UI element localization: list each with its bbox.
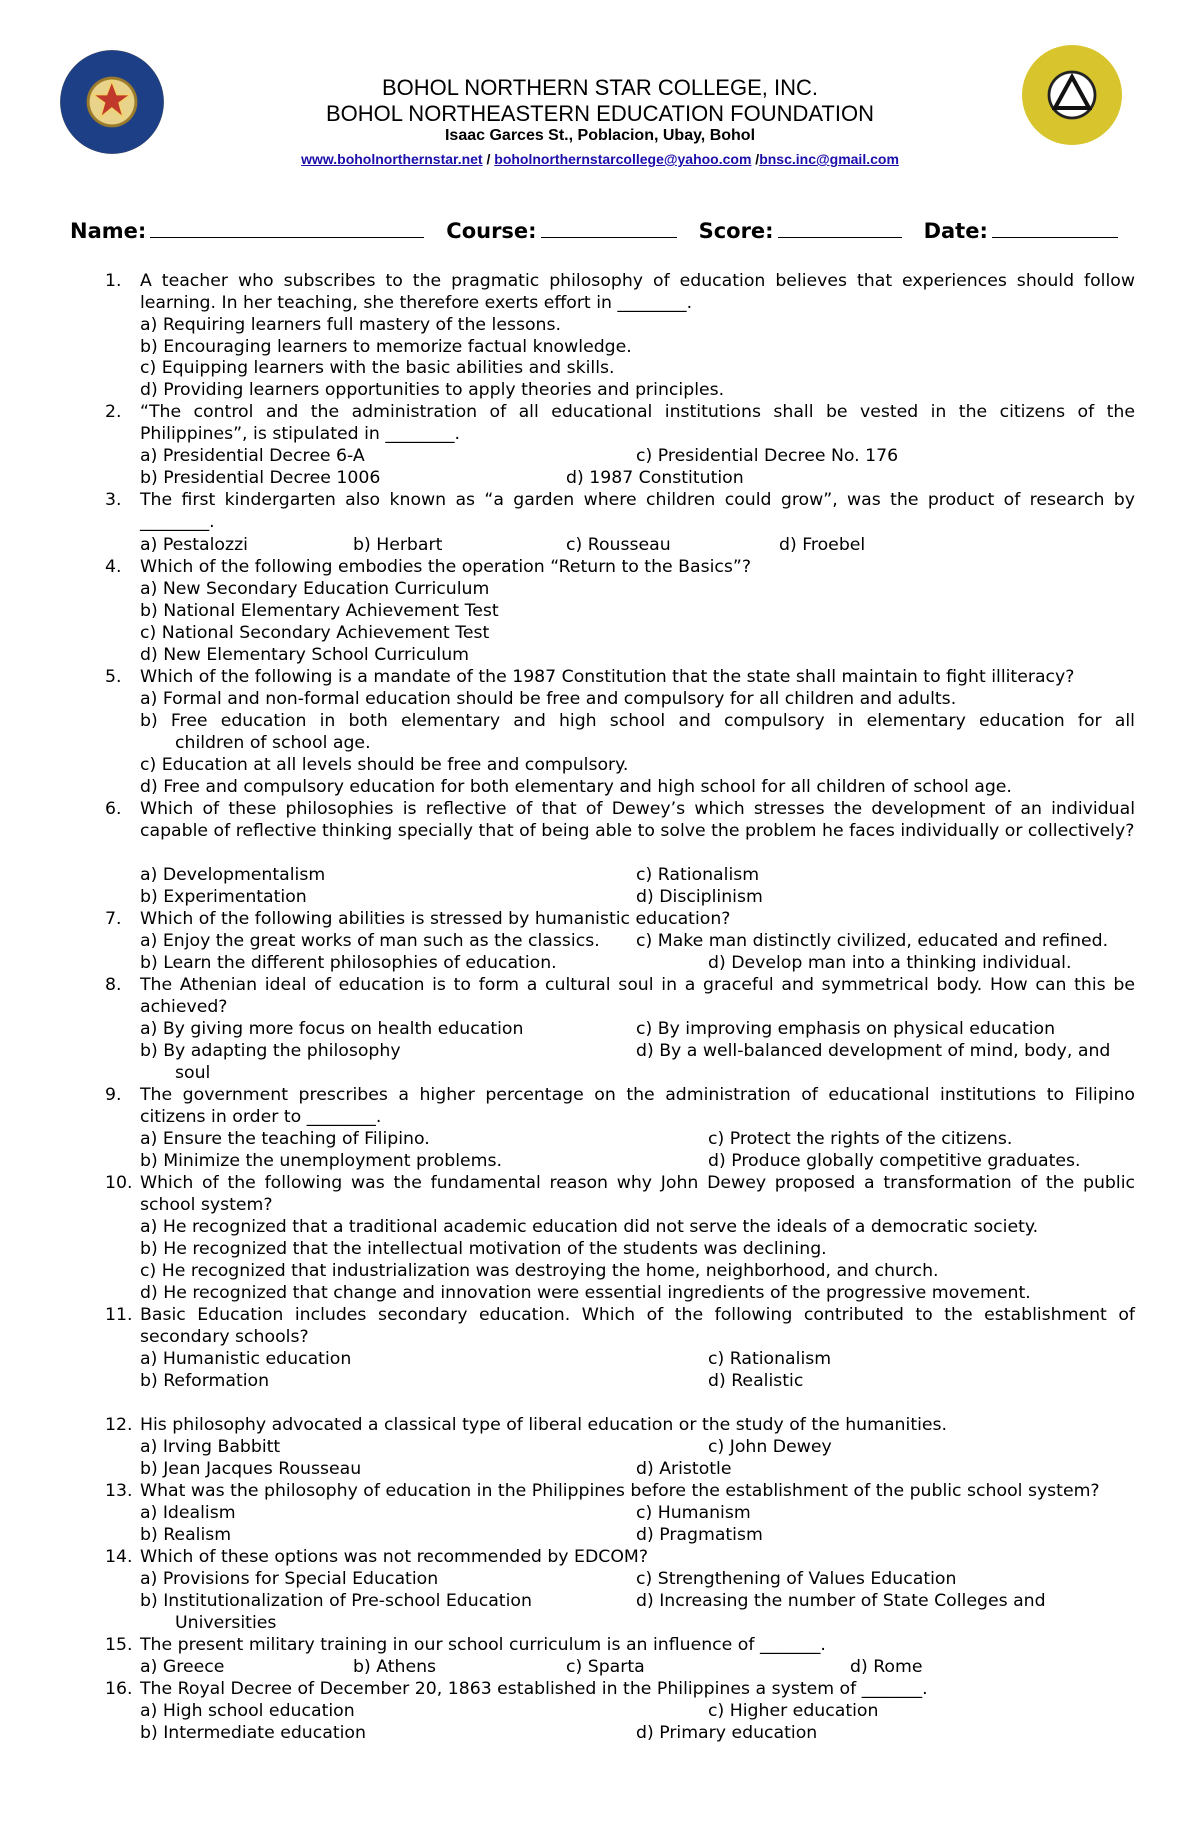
date-label: Date:: [923, 219, 988, 243]
gmail-email-link[interactable]: bnsc.inc@gmail.com: [759, 151, 899, 167]
option-d[interactable]: d) Disciplinism: [636, 887, 763, 907]
option-c[interactable]: c) Sparta: [566, 1657, 645, 1677]
option-c[interactable]: c) Humanism: [636, 1503, 751, 1523]
option-a[interactable]: a) Provisions for Special Education: [140, 1569, 439, 1589]
option-a[interactable]: a) New Secondary Education Curriculum: [140, 579, 490, 599]
option-b[interactable]: b) Athens: [353, 1657, 437, 1677]
option-b[interactable]: b) Herbart: [353, 535, 443, 555]
option-d[interactable]: d) Pragmatism: [636, 1525, 763, 1545]
question-number: 13.: [105, 1481, 133, 1501]
question-number: 6.: [105, 799, 122, 819]
question-number: 11.: [105, 1305, 133, 1325]
name-blank[interactable]: [150, 219, 424, 238]
question-text: His philosophy advocated a classical type of liberal education or the study of the humanities.: [140, 1415, 948, 1435]
option-a[interactable]: a) Humanistic education: [140, 1349, 352, 1369]
option-c[interactable]: c) John Dewey: [708, 1437, 832, 1457]
question-text: Which of the following embodies the operation “Return to the Basics”?: [140, 557, 752, 577]
option-a[interactable]: a) High school education: [140, 1701, 355, 1721]
option-c[interactable]: c) Equipping learners with the basic abilities and skills.: [140, 358, 615, 378]
option-a[interactable]: a) Developmentalism: [140, 865, 326, 885]
question-text: Which of these options was not recommended by EDCOM?: [140, 1547, 648, 1567]
option-a[interactable]: a) Pestalozzi: [140, 535, 248, 555]
option-a[interactable]: a) Enjoy the great works of man such as the classics.: [140, 931, 600, 951]
option-b[interactable]: b) Realism: [140, 1525, 232, 1545]
question-number: 15.: [105, 1635, 133, 1655]
option-a[interactable]: a) Formal and non-formal education should be free and compulsory for all children and adults.: [140, 689, 957, 709]
option-c[interactable]: c) Protect the rights of the citizens.: [708, 1129, 1013, 1149]
question-number: 9.: [105, 1085, 122, 1105]
option-b[interactable]: b) Experimentation: [140, 887, 307, 907]
option-b[interactable]: b) Free education in both elementary and high school and compulsory in elementary education for all: [140, 711, 1135, 731]
option-c[interactable]: c) Presidential Decree No. 176: [636, 446, 899, 466]
option-a[interactable]: a) Presidential Decree 6-A: [140, 446, 365, 466]
option-b[interactable]: b) Intermediate education: [140, 1723, 366, 1743]
option-d[interactable]: d) New Elementary School Curriculum: [140, 645, 469, 665]
option-d[interactable]: d) Rome: [850, 1657, 923, 1677]
option-c[interactable]: c) By improving emphasis on physical education: [636, 1019, 1056, 1039]
question-text: The Athenian ideal of education is to form a cultural soul in a graceful and symmetrical body. How can this be achieved?: [140, 975, 1135, 1017]
option-c[interactable]: c) Strengthening of Values Education: [636, 1569, 957, 1589]
question-text: The present military training in our school curriculum is an influence of _______.: [140, 1635, 826, 1655]
score-label: Score:: [698, 219, 774, 243]
option-c[interactable]: c) Higher education: [708, 1701, 879, 1721]
option-c[interactable]: c) He recognized that industrialization was destroying the home, neighborhood, and church.: [140, 1261, 939, 1281]
question-text: The government prescribes a higher percentage on the administration of educational institutions to Filipino citizens in order to ________.: [140, 1085, 1135, 1127]
option-d[interactable]: d) By a well-balanced development of mind, body, and: [636, 1041, 1111, 1061]
question-number: 14.: [105, 1547, 133, 1567]
option-b[interactable]: b) Reformation: [140, 1371, 270, 1391]
separator: /: [751, 151, 760, 167]
option-a[interactable]: a) Ensure the teaching of Filipino.: [140, 1129, 430, 1149]
question-text: Basic Education includes secondary education. Which of the following contributed to the establishment of secondary schools?: [140, 1305, 1135, 1347]
option-b[interactable]: b) Minimize the unemployment problems.: [140, 1151, 502, 1171]
question-number: 12.: [105, 1415, 133, 1435]
option-a[interactable]: a) Irving Babbitt: [140, 1437, 281, 1457]
question-number: 4.: [105, 557, 122, 577]
option-b[interactable]: b) By adapting the philosophy: [140, 1041, 401, 1061]
option-d[interactable]: d) Froebel: [779, 535, 866, 555]
option-b[interactable]: b) Institutionalization of Pre-school Education: [140, 1591, 532, 1611]
course-blank[interactable]: [541, 219, 677, 238]
question-number: 5.: [105, 667, 122, 687]
option-c[interactable]: c) Make man distinctly civilized, educated and refined.: [636, 931, 1109, 951]
option-d[interactable]: d) 1987 Constitution: [566, 468, 744, 488]
question-number: 3.: [105, 490, 122, 510]
website-link[interactable]: www.boholnorthernstar.net: [301, 151, 483, 167]
option-d[interactable]: d) Develop man into a thinking individual.: [708, 953, 1072, 973]
option-a[interactable]: a) By giving more focus on health education: [140, 1019, 524, 1039]
question-number: 16.: [105, 1679, 133, 1699]
question-text: What was the philosophy of education in the Philippines before the establishment of the public school system?: [140, 1481, 1100, 1501]
question-text: “The control and the administration of all educational institutions shall be vested in the citizens of the Philippines”, is stipulated in ________.: [140, 402, 1135, 444]
question-number: 2.: [105, 402, 122, 422]
course-label: Course:: [446, 219, 537, 243]
date-blank[interactable]: [992, 219, 1118, 238]
option-d[interactable]: d) Free and compulsory education for both elementary and high school for all children of school age.: [140, 777, 1012, 797]
option-d[interactable]: d) Primary education: [636, 1723, 818, 1743]
option-d[interactable]: d) Produce globally competitive graduates.: [708, 1151, 1081, 1171]
college-address: Isaac Garces St., Poblacion, Ubay, Bohol: [444, 127, 756, 144]
contact-links: [0, 151, 1200, 167]
question-text: A teacher who subscribes to the pragmatic philosophy of education believes that experiences should follow learning. In her teaching, she therefore exerts effort in ________.: [140, 271, 1135, 313]
option-a[interactable]: a) Idealism: [140, 1503, 236, 1523]
foundation-name: BOHOL NORTHEASTERN EDUCATION FOUNDATION: [325, 101, 874, 126]
question-text: The first kindergarten also known as “a garden where children could grow”, was the product of research by ________.: [140, 490, 1135, 532]
question-text: Which of the following abilities is stressed by humanistic education?: [140, 909, 731, 929]
option-b[interactable]: b) He recognized that the intellectual motivation of the students was declining.: [140, 1239, 827, 1259]
option-b-continued: Universities: [175, 1613, 277, 1633]
option-c[interactable]: c) Rousseau: [566, 535, 671, 555]
question-text: Which of the following is a mandate of the 1987 Constitution that the state shall maintain to fight illiteracy?: [140, 667, 1075, 687]
student-info-fields: [70, 219, 1118, 243]
option-c[interactable]: c) Rationalism: [636, 865, 760, 885]
option-b-continued: children of school age.: [175, 733, 371, 753]
option-d[interactable]: d) Realistic: [708, 1371, 804, 1391]
question-text: Which of these philosophies is reflective of that of Dewey’s which stresses the development of an individual capable of reflective thinking specially that of being able to solve the problem he faces individually or collectively?: [140, 799, 1135, 841]
separator: /: [482, 151, 495, 167]
option-d[interactable]: d) Increasing the number of State Colleges and: [636, 1591, 1046, 1611]
option-d[interactable]: d) Providing learners opportunities to apply theories and principles.: [140, 380, 725, 400]
option-b[interactable]: b) Presidential Decree 1006: [140, 468, 381, 488]
college-name: BOHOL NORTHERN STAR COLLEGE, INC.: [381, 75, 818, 100]
option-a[interactable]: a) Greece: [140, 1657, 225, 1677]
option-d[interactable]: d) He recognized that change and innovation were essential ingredients of the progressive movement.: [140, 1283, 1031, 1303]
option-b[interactable]: b) National Elementary Achievement Test: [140, 601, 499, 621]
option-b[interactable]: b) Learn the different philosophies of education.: [140, 953, 557, 973]
document-header: [0, 0, 1200, 190]
option-b[interactable]: b) Encouraging learners to memorize factual knowledge.: [140, 337, 632, 357]
option-c[interactable]: c) Rationalism: [708, 1349, 832, 1369]
question-number: 10.: [105, 1173, 133, 1193]
question-number: 7.: [105, 909, 122, 929]
option-c[interactable]: c) Education at all levels should be free and compulsory.: [140, 755, 629, 775]
option-b-continued: soul: [175, 1063, 211, 1083]
question-text: The Royal Decree of December 20, 1863 established in the Philippines a system of _______.: [140, 1679, 928, 1699]
question-text: Which of the following was the fundamental reason why John Dewey proposed a transformation of the public school system?: [140, 1173, 1135, 1215]
option-d[interactable]: d) Aristotle: [636, 1459, 732, 1479]
question-number: 8.: [105, 975, 122, 995]
question-number: 1.: [105, 271, 122, 291]
option-c[interactable]: c) National Secondary Achievement Test: [140, 623, 490, 643]
option-a[interactable]: a) Requiring learners full mastery of the lessons.: [140, 315, 562, 335]
option-a[interactable]: a) He recognized that a traditional academic education did not serve the ideals of a democratic society.: [140, 1217, 1039, 1237]
yahoo-email-link[interactable]: boholnorthernstarcollege@yahoo.com: [494, 151, 752, 167]
option-b[interactable]: b) Jean Jacques Rousseau: [140, 1459, 362, 1479]
score-blank[interactable]: [778, 219, 902, 238]
name-label: Name:: [70, 219, 147, 243]
